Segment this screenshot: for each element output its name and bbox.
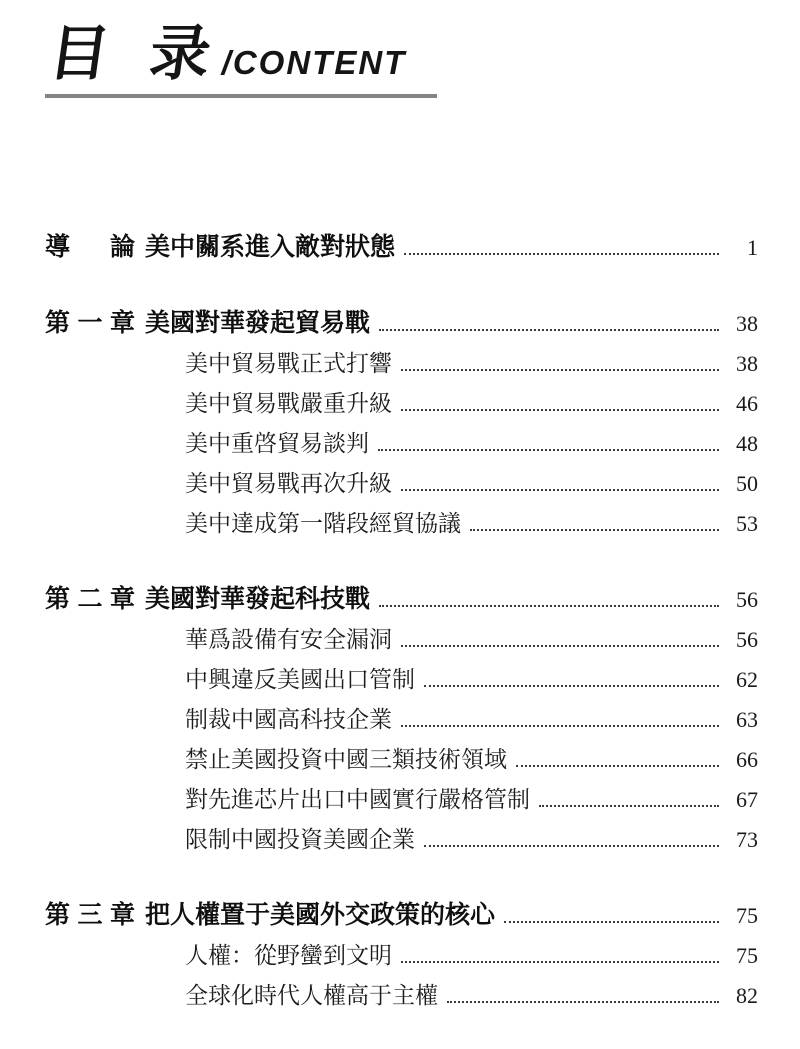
- toc-sub-row: [45, 384, 758, 424]
- toc-sub-row: [45, 780, 758, 820]
- entry-title: 對先進芯片出口中國實行嚴格管制: [185, 787, 530, 812]
- entry-title: 華爲設備有安全漏洞: [185, 627, 392, 652]
- entry-title: 限制中國投資美國企業: [185, 827, 415, 852]
- toc-sub-row: [45, 976, 758, 1016]
- entry-title: 美中達成第一階段經貿協議: [185, 511, 461, 536]
- page-number: 50: [736, 471, 758, 496]
- page-number: 75: [736, 943, 758, 968]
- page-number: 38: [736, 351, 758, 376]
- dot-leader: [401, 369, 719, 371]
- entry-title: 人權：從野蠻到文明: [185, 943, 392, 968]
- toc-chapter-row: [45, 304, 758, 344]
- toc-header: [45, 22, 437, 98]
- toc-sub-row: [45, 504, 758, 544]
- toc-sub-row: [45, 424, 758, 464]
- entry-title: 禁止美國投資中國三類技術領域: [185, 747, 507, 772]
- entry-title: 把人權置于美國外交政策的核心: [145, 902, 496, 929]
- entry-title: 美中貿易戰嚴重升級: [185, 391, 392, 416]
- dot-leader: [424, 685, 719, 687]
- dot-leader: [401, 489, 719, 491]
- entry-title: 美中貿易戰正式打響: [185, 351, 392, 376]
- page-number: 53: [736, 511, 758, 536]
- page-title-latin: /CONTENT: [221, 44, 407, 81]
- page-number: 62: [736, 667, 758, 692]
- page-number: 82: [736, 983, 758, 1008]
- page-number: 67: [736, 787, 758, 812]
- page-number: 75: [736, 903, 758, 928]
- toc-chapter-row: [45, 580, 758, 620]
- entry-title: 美國對華發起科技戰: [145, 586, 371, 613]
- entry-title: 美國對華發起貿易戰: [145, 310, 371, 337]
- dot-leader: [401, 961, 719, 963]
- toc-sub-row: [45, 344, 758, 384]
- toc-sub-row: [45, 700, 758, 740]
- entry-title: 美中重啓貿易談判: [185, 431, 369, 456]
- dot-leader: [470, 529, 719, 531]
- page-number: 63: [736, 707, 758, 732]
- page-title: [45, 22, 437, 85]
- toc: [45, 228, 758, 1016]
- toc-sub-row: [45, 936, 758, 976]
- chapter-label: 第 一 章: [45, 310, 135, 337]
- entry-title: 美中關系進入敵對狀態: [145, 234, 396, 261]
- page-number: 66: [736, 747, 758, 772]
- toc-chapter-row: [45, 896, 758, 936]
- dot-leader: [424, 845, 719, 847]
- dot-leader: [379, 329, 719, 331]
- chapter-label: 導 論: [45, 234, 135, 261]
- page-number: 73: [736, 827, 758, 852]
- entry-title: 制裁中國高科技企業: [185, 707, 392, 732]
- dot-leader: [516, 765, 719, 767]
- dot-leader: [378, 449, 719, 451]
- entry-title: 中興違反美國出口管制: [185, 667, 415, 692]
- title-underline: [45, 94, 437, 98]
- dot-leader: [401, 645, 719, 647]
- page-title-cjk: 目 录: [44, 20, 227, 87]
- page-number: 56: [736, 627, 758, 652]
- toc-sub-row: [45, 620, 758, 660]
- page-number: 46: [736, 391, 758, 416]
- page-number: 38: [736, 311, 758, 336]
- chapter-label: 第 二 章: [45, 586, 135, 613]
- toc-sub-row: [45, 740, 758, 780]
- page-number: 56: [736, 587, 758, 612]
- entry-title: 全球化時代人權高于主權: [185, 983, 438, 1008]
- toc-sub-row: [45, 464, 758, 504]
- page-number: 1: [747, 235, 758, 260]
- dot-leader: [379, 605, 719, 607]
- chapter-label: 第 三 章: [45, 902, 135, 929]
- dot-leader: [447, 1001, 719, 1003]
- toc-chapter-row: [45, 228, 758, 268]
- dot-leader: [401, 725, 719, 727]
- page-number: 48: [736, 431, 758, 456]
- dot-leader: [404, 253, 719, 255]
- toc-sub-row: [45, 660, 758, 700]
- dot-leader: [401, 409, 719, 411]
- toc-sub-row: [45, 820, 758, 860]
- dot-leader: [539, 805, 719, 807]
- dot-leader: [504, 921, 719, 923]
- entry-title: 美中貿易戰再次升級: [185, 471, 392, 496]
